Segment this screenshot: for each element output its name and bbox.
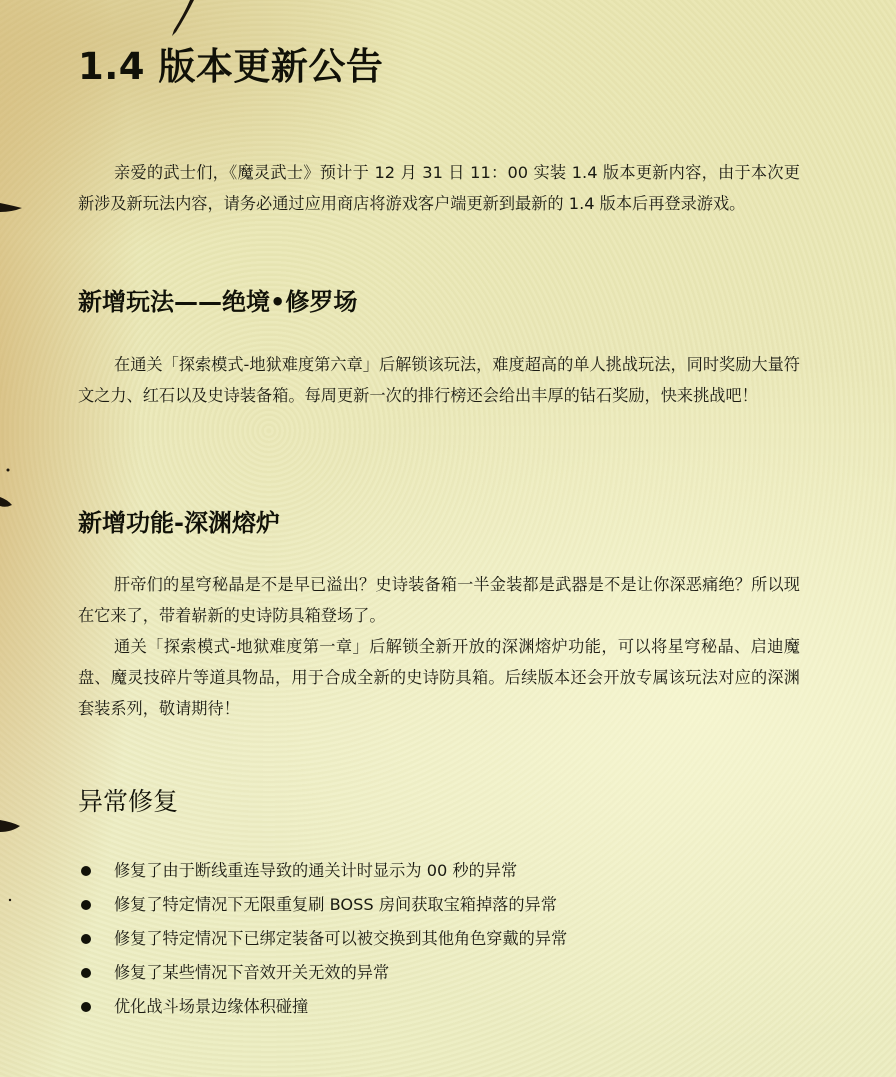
section-heading-new-mode: 新增玩法——绝境•修罗场 — [78, 288, 358, 316]
quill-pen-icon — [168, 0, 198, 40]
list-item-text: 修复了由于断线重连导致的通关计时显示为 00 秒的异常 — [114, 861, 518, 880]
section-heading-bug-fixes: 异常修复 — [78, 787, 179, 816]
new-feature-paragraph-2: 通关「探索模式-地狱难度第一章」后解锁全新开放的深渊熔炉功能，可以将星穹秘晶、启迪魔盘、魔灵技碎片等道具物品，用于合成全新的史诗防具箱。后续版本还会开放专属该玩法对应的深渊套装系列，敬请期待！ — [78, 637, 800, 718]
list-item-text: 修复了某些情况下音效开关无效的异常 — [114, 963, 390, 982]
list-item-text: 修复了特定情况下无限重复刷 BOSS 房间获取宝箱掉落的异常 — [114, 895, 557, 914]
bullet-icon — [81, 900, 91, 910]
section-heading-new-feature: 新增功能-深渊熔炉 — [78, 509, 280, 537]
bullet-icon — [81, 934, 91, 944]
page-title: 1.4 版本更新公告 — [78, 45, 384, 88]
bullet-icon — [81, 866, 91, 876]
new-mode-paragraph: 在通关「探索模式-地狱难度第六章」后解锁该玩法，难度超高的单人挑战玩法，同时奖励大量符文之力、红石以及史诗装备箱。每周更新一次的排行榜还会给出丰厚的钻石奖励，快来挑战吧！ — [78, 355, 800, 405]
list-item — [78, 956, 567, 990]
intro-paragraph: 亲爱的武士们，《魔灵武士》预计于 12 月 31 日 11：00 实装 1.4 版本更新内容，由于本次更新涉及新玩法内容，请务必通过应用商店将游戏客户端更新到最新的 1.4 版本后再登录游戏。 — [78, 163, 800, 213]
list-item-text: 修复了特定情况下已绑定装备可以被交换到其他角色穿戴的异常 — [114, 929, 568, 948]
list-item — [78, 854, 567, 888]
ink-decoration-left — [0, 0, 30, 1077]
bullet-icon — [81, 1002, 91, 1012]
list-item-text: 优化战斗场景边缘体积碰撞 — [114, 997, 309, 1016]
list-item — [78, 888, 567, 922]
bullet-icon — [81, 968, 91, 978]
new-feature-paragraph-1: 肝帝们的星穹秘晶是不是早已溢出？史诗装备箱一半金装都是武器是不是让你深恶痛绝？所以现在它来了，带着崭新的史诗防具箱登场了。 — [78, 575, 800, 625]
bug-fix-list — [78, 854, 567, 1024]
list-item — [78, 922, 567, 956]
list-item — [78, 990, 567, 1024]
